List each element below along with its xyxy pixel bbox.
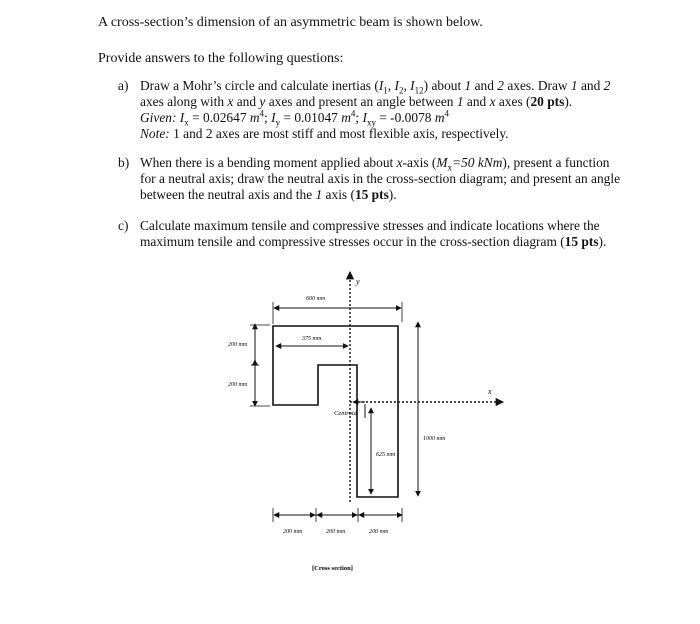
dim-bottom-1-label: 200 mm [283, 529, 303, 535]
dim-200-top-label: 200 mm [228, 342, 248, 348]
question-b-line-3: between the neutral axis and the 1 axis (15 pts). [140, 187, 397, 202]
dim-bottom-3-label: 200 mm [369, 529, 389, 535]
question-a-line-1: Draw a Mohr’s circle and calculate inertias ($I_1$, $I_2$, $I_{12}$) about 1 and 2 axes. Draw 1 and 2 [140, 78, 611, 96]
question-a-label: a) [118, 78, 129, 93]
dim-600-label: 600 mm [306, 296, 326, 302]
y-axis-label: y [356, 277, 360, 286]
x-axis-label: x [488, 387, 492, 396]
question-a-given: Given: $I_x = 0.02647$ $m^4$; $I_y = 0.01047$ $m^4$; $I_{xy} = -0.0078$ $m^4$ [140, 108, 449, 128]
question-b-label: b) [118, 155, 130, 170]
dim-1000-label: 1000 mm [423, 436, 446, 442]
diagram-caption: [Cross section] [312, 565, 353, 572]
question-b-line-1: When there is a bending moment applied about x-axis ($M_x=50$ kNm), present a function [140, 155, 610, 173]
question-c-line-1: Calculate maximum tensile and compressive stresses and indicate locations where the [140, 218, 600, 233]
question-c-label: c) [118, 218, 129, 233]
instructions-text: Provide answers to the following questions: [98, 51, 344, 66]
dim-375-label: 375 mm [302, 336, 322, 342]
question-c-line-2: maximum tensile and compressive stresses occur in the cross-section diagram (15 pts). [140, 234, 607, 249]
intro-text: A cross-section’s dimension of an asymmetric beam is shown below. [98, 15, 483, 30]
dim-200-mid-label: 200 mm [228, 382, 248, 388]
question-a-note: Note: 1 and 2 axes are most stiff and most flexible axis, respectively. [140, 126, 509, 141]
dim-625-label: 625 mm [376, 452, 396, 458]
centroid-label: Centroid [334, 410, 357, 417]
dim-bottom-2-label: 200 mm [326, 529, 346, 535]
question-a-line-2: axes along with x and y axes and present an angle between 1 and x axes (20 pts). [140, 94, 573, 109]
question-b-line-2: for a neutral axis; draw the neutral axis in the cross-section diagram; and present an angle [140, 171, 621, 186]
